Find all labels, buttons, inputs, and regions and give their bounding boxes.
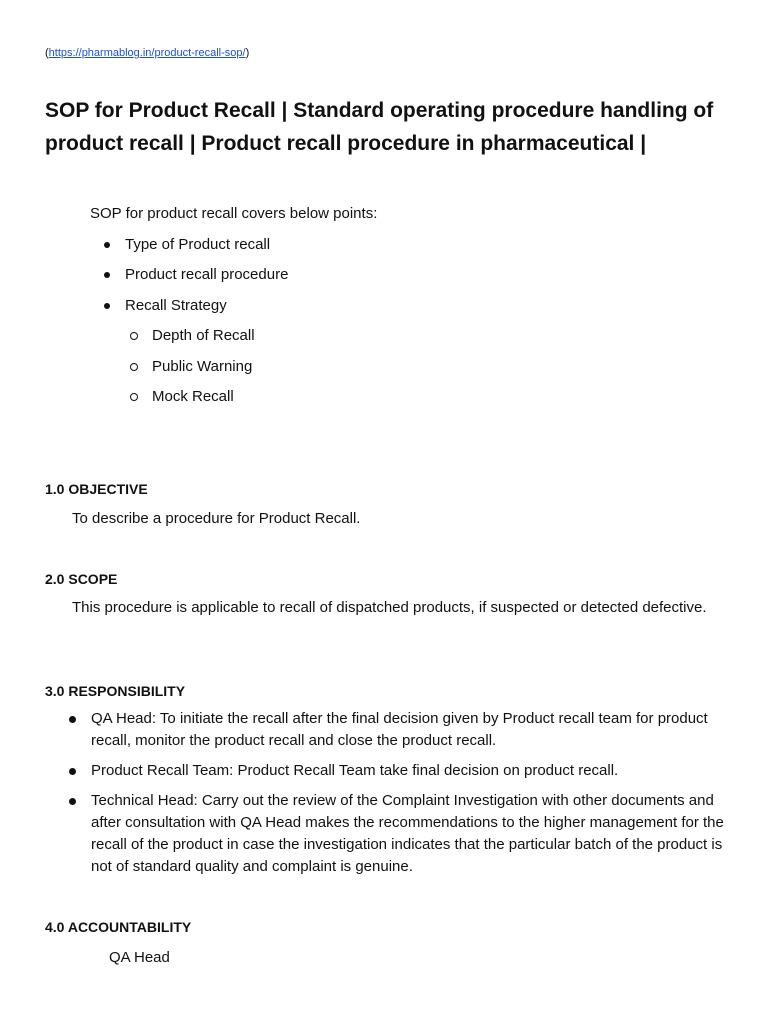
source-link[interactable]: https://pharmablog.in/product-recall-sop/ [48, 47, 246, 59]
toc-subitem: Depth of Recall [90, 325, 288, 355]
toc-item: Type of Product recall [90, 234, 288, 264]
scope-heading: 2.0 SCOPE [45, 571, 118, 587]
toc-subitem: Public Warning [90, 356, 288, 386]
responsibility-item: Technical Head: Carry out the review of the Complaint Investigation with other documents and after consultation with QA Head makes the recommendations to the higher management for the recall of the product in case the investigation indicates that the particular batch of the product is not of standard quality and complaint is genuine. [45, 790, 725, 878]
objective-heading: 1.0 OBJECTIVE [45, 481, 148, 497]
toc-subitem: Mock Recall [90, 386, 288, 416]
accountability-heading: 4.0 ACCOUNTABILITY [45, 919, 192, 935]
responsibility-heading: 3.0 RESPONSIBILITY [45, 683, 186, 699]
scope-text: This procedure is applicable to recall of dispatched products, if suspected or detected defective. [72, 599, 707, 616]
responsibility-list [45, 708, 725, 886]
intro-text: SOP for product recall covers below points: [90, 205, 378, 222]
source-open-paren: ( [45, 47, 49, 59]
objective-text: To describe a procedure for Product Recall. [72, 510, 361, 527]
toc-item: Recall Strategy [90, 295, 288, 325]
source-close-paren: ) [245, 47, 250, 59]
responsibility-item: QA Head: To initiate the recall after the final decision given by Product recall team for product recall, monitor the product recall and close the product recall. [45, 708, 725, 752]
toc-list [90, 234, 288, 416]
responsibility-item: Product Recall Team: Product Recall Team take final decision on product recall. [45, 760, 725, 782]
toc-item: Product recall procedure [90, 264, 288, 294]
accountability-text: QA Head [109, 949, 170, 966]
source-line [45, 47, 249, 59]
page-title: SOP for Product Recall | Standard operating procedure handling of product recall | Product recall procedure in pharmaceutical | [45, 99, 714, 155]
